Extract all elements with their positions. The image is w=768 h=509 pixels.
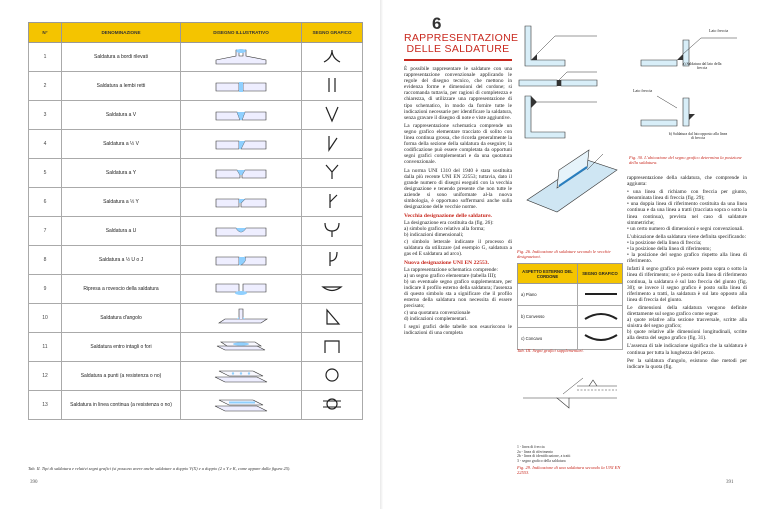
paragraph: a) un segno grafico elementare (tabella III); — [404, 273, 497, 279]
weld-symbol — [302, 217, 363, 246]
paragraph: c) una quotatura convenzionale — [404, 309, 471, 316]
paragraph: È possibile rappresentare le saldature con una rappresentazione convenzionale applicando le regole del disegno tecnico, che mettono in evidenza forme e dimensioni del cordone; si raccomanda tuttavia, per ragioni di completezza e chiarezza, di utilizzare una rappresentazione di tipo schematico, in modo da fornire tutte le indicazioni necessarie per identificare la saldatura, senza gravare il disegno di note e viste aggiuntive. — [404, 66, 512, 121]
text-column-3 — [627, 175, 747, 372]
weld-drawing — [181, 188, 302, 217]
weld-drawing — [181, 159, 302, 188]
table-row — [29, 391, 363, 420]
tab3-aspect: b) Convesso — [518, 306, 578, 328]
row-name: Saldatura a ½ V — [62, 130, 181, 159]
page-number-left: 390 — [30, 480, 38, 485]
row-name: Saldatura a ½ U o J — [62, 246, 181, 275]
fig30-caption: Fig. 30. L'ubicazione del segno grafico determina la posizione della saldatura. — [629, 155, 742, 165]
row-name: Saldatura a ½ Y — [62, 188, 181, 217]
header-symbol: SEGNO GRAFICO — [302, 23, 363, 43]
tab3-header-aspect: ASPETTO ESTERNO DEL CORDONE — [518, 264, 578, 284]
row-name: Saldatura d'angolo — [62, 304, 181, 333]
row-name: Saldatura in linea continua (a resistenza o no) — [62, 391, 181, 420]
paragraph: d) indicazioni complementari. — [404, 315, 468, 322]
figure-29 — [517, 368, 625, 475]
page-number-right: 391 — [726, 480, 734, 485]
weld-drawing — [181, 217, 302, 246]
row-number: 1 — [29, 43, 62, 72]
section-heading-old: Vecchia designazione delle saldature. — [404, 213, 492, 220]
weld-drawing — [181, 246, 302, 275]
chapter-title: RAPPRESENTAZIONE DELLE SALDATURE — [404, 32, 519, 55]
concave-symbol — [578, 328, 623, 350]
table-row — [29, 72, 363, 101]
paragraph: a) simbolo grafico relativo alla forma; — [404, 226, 485, 233]
weld-drawing — [181, 101, 302, 130]
weld-drawing — [181, 72, 302, 101]
section-heading-new: Nuova designazione UNI EN 22553. — [404, 259, 490, 266]
table-row — [518, 306, 623, 328]
legend-item: 2b - linea di identificazione, a tratti — [517, 454, 571, 459]
row-number: 11 — [29, 333, 62, 362]
paragraph: • la posizione del segno grafico rispetto alla linea di riferimento. — [627, 252, 747, 265]
weld-symbol — [302, 391, 363, 420]
figure-30 — [627, 20, 747, 165]
paragraph: Le dimensioni della saldatura vengono definite direttamente sul segno grafico come segue: — [627, 304, 747, 317]
row-name: Saldatura a U — [62, 217, 181, 246]
paragraph: I segni grafici delle tabelle non esauriscono le indicazioni di una completa — [404, 323, 512, 336]
paragraph: La designazione era costituita da (fig. 26): — [404, 220, 494, 227]
flat-symbol — [578, 284, 623, 306]
paragraph: c) simbolo letterale indicante il processo di saldatura da utilizzare (ad esempio G, saldatura a gas ed E saldatura ad arco). — [404, 238, 512, 257]
paragraph: • la posizione della linea di riferimento; — [627, 246, 711, 253]
row-number: 6 — [29, 188, 62, 217]
table-row — [29, 304, 363, 333]
table-row — [29, 159, 363, 188]
table-row — [29, 43, 363, 72]
table-3 — [517, 263, 623, 350]
paragraph: L'assenza di tale indicazione significa che la saldatura è continua per tutta la lunghezza del pezzo. — [627, 343, 747, 356]
convex-symbol — [578, 306, 623, 328]
table-caption: Tab. II. Tipi di saldatura e relativi segni grafici (si possono avere anche saldature a doppio V(X) e a doppio (2 x Y e K, come appare dalla figura 25). — [28, 466, 291, 471]
weld-symbol — [302, 333, 363, 362]
table-row — [29, 130, 363, 159]
tab3-aspect: a) Piano — [518, 284, 578, 306]
paragraph: b) un eventuale segno grafico supplementare, per indicare il profilo esterno della saldatura; l'assenza di questo simbolo sta a significare che il profilo esterno della saldatura non necessita di essere precisato; — [404, 279, 512, 310]
paragraph: La rappresentazione schematica comprende: — [404, 266, 498, 273]
weld-symbol — [302, 304, 363, 333]
weld-drawing — [181, 391, 302, 420]
weld-symbol — [302, 275, 363, 304]
header-name: DENOMINAZIONE — [62, 23, 181, 43]
paragraph: • una linea di richiamo con freccia per giunto, denominata linea di freccia (fig. 29); — [627, 189, 747, 202]
row-name: Saldatura a V — [62, 101, 181, 130]
weld-symbol — [302, 101, 363, 130]
paragraph: rappresentazione della saldatura, che comprende in aggiunta: — [627, 175, 747, 188]
table-row — [29, 333, 363, 362]
row-number: 4 — [29, 130, 62, 159]
chapter-number: 6 — [432, 14, 442, 33]
row-number: 7 — [29, 217, 62, 246]
row-number: 2 — [29, 72, 62, 101]
row-name: Saldatura a Y — [62, 159, 181, 188]
fig26-drawings — [517, 20, 623, 240]
chapter-rule — [404, 59, 512, 61]
row-number: 12 — [29, 362, 62, 391]
paragraph: • una doppia linea di riferimento costituita da una linea continua e da una linea a tratti (tracciata sopra o sotto la linea continua), prevista nel caso di saldature simmetriche; — [627, 201, 747, 226]
tab3-header-symbol: SEGNO GRAFICO — [578, 264, 623, 284]
table-row — [29, 362, 363, 391]
weld-drawing — [181, 275, 302, 304]
table-row — [518, 328, 623, 350]
paragraph: a) quote relative alla sezione trasversale, scritte alla sinistra del segno grafico; — [627, 317, 747, 330]
fig26-caption: Fig. 26. Indicazione di saldature secondo le vecchie designazioni. — [517, 249, 611, 259]
text-column-1 — [404, 66, 512, 338]
paragraph: • un certo numero di dimensioni e segni convenzionali. — [627, 225, 744, 232]
row-name: Ripresa a rovescio della saldatura — [62, 275, 181, 304]
header-number: N° — [29, 23, 62, 43]
weld-symbol — [302, 246, 363, 275]
label-fig30a: a) Saldatura dal lato della freccia — [682, 62, 722, 71]
weld-drawing — [181, 333, 302, 362]
paragraph: Per la saldatura d'angolo, esistono due metodi per indicare la quota (fig. — [627, 357, 747, 370]
paragraph: b) indicazioni dimensionali; — [404, 232, 464, 239]
label-fig30b: b) Saldatura dal lato opposto alla linea di freccia — [668, 132, 728, 141]
fig29-caption: Fig. 29. Indicazione di una saldatura secondo la UNI EN 22553. — [517, 465, 621, 476]
fig29-drawing — [517, 368, 625, 440]
row-name: Saldatura a lembi retti — [62, 72, 181, 101]
paragraph: L'ubicazione della saldatura viene definita specificando: — [627, 233, 747, 240]
weld-symbol — [302, 188, 363, 217]
legend-item: 2a - linea di riferimento — [517, 449, 554, 454]
paragraph: Infatti il segno grafico può essere posto sopra o sotto la linea di riferimento; se è posto sulla linea di riferimento continua, la saldatura è sul lato freccia del giunto (fig. 30); se invece il segno grafico è posto sulla linea di riferimento a tratti, la saldatura è sul lato opposto alla linea di freccia del giunto. — [627, 266, 747, 303]
paragraph: • la posizione della linea di freccia; — [627, 239, 702, 246]
table-row — [29, 246, 363, 275]
weld-symbol — [302, 43, 363, 72]
weld-drawing — [181, 43, 302, 72]
table-row — [29, 275, 363, 304]
weld-drawing — [181, 130, 302, 159]
paragraph: La norma UNI 1310 del 1940 è stata sostituita dalla più recente UNI EN 22553; tuttavia, dato il grande numero di disegni eseguiti con la vecchia designazione e tenendo presente che non tutte le aziende si sono uniformate al-la nuova simbologia, è opportuno soffermarsi anche sulla designazione delle vecchie norme. — [404, 167, 512, 211]
figure-26 — [517, 20, 623, 259]
row-name: Saldatura entro intagli o fori — [62, 333, 181, 362]
row-number: 9 — [29, 275, 62, 304]
legend-item: 3 - segno grafico della saldatura — [517, 458, 566, 463]
weld-drawing — [181, 362, 302, 391]
weld-drawing — [181, 304, 302, 333]
paragraph: La rappresentazione schematica comprende un segno grafico elementare tracciato di solito con linea continua grossa, che ricorda generalmente la forma della sezione della saldatura da eseguire; la codificazione può essere completata da opportuni segni grafici complementari e da una quotatura convenzionale. — [404, 122, 512, 166]
row-name: Saldatura a punti (a resistenza o no) — [62, 362, 181, 391]
row-name: Saldatura a bordi rilevati — [62, 43, 181, 72]
weld-symbol — [302, 362, 363, 391]
weld-symbol — [302, 72, 363, 101]
row-number: 5 — [29, 159, 62, 188]
row-number: 13 — [29, 391, 62, 420]
fig30-drawing — [627, 20, 747, 150]
row-number: 8 — [29, 246, 62, 275]
label-lato-freccia-2: Lato freccia — [633, 88, 653, 93]
tab3-caption: Tab. III. Segni grafici supplementari. — [517, 348, 584, 353]
legend-item: 1 - linea di freccia — [517, 445, 545, 449]
paragraph: b) quote relative alle dimensioni longitudinali, scritte alla destra del segno grafico (fig. 31). — [627, 329, 747, 342]
label-lato-freccia: Lato freccia — [709, 28, 729, 33]
table-row — [29, 188, 363, 217]
fig29-legend — [517, 445, 625, 463]
row-number: 10 — [29, 304, 62, 333]
header-drawing: DISEGNO ILLUSTRATIVO — [181, 23, 302, 43]
table-row — [518, 284, 623, 306]
row-number: 3 — [29, 101, 62, 130]
tab3-aspect: c) Concavo — [518, 328, 578, 350]
weld-types-table — [28, 22, 363, 420]
table-row — [29, 217, 363, 246]
weld-symbol — [302, 130, 363, 159]
table-row — [29, 101, 363, 130]
weld-symbol — [302, 159, 363, 188]
